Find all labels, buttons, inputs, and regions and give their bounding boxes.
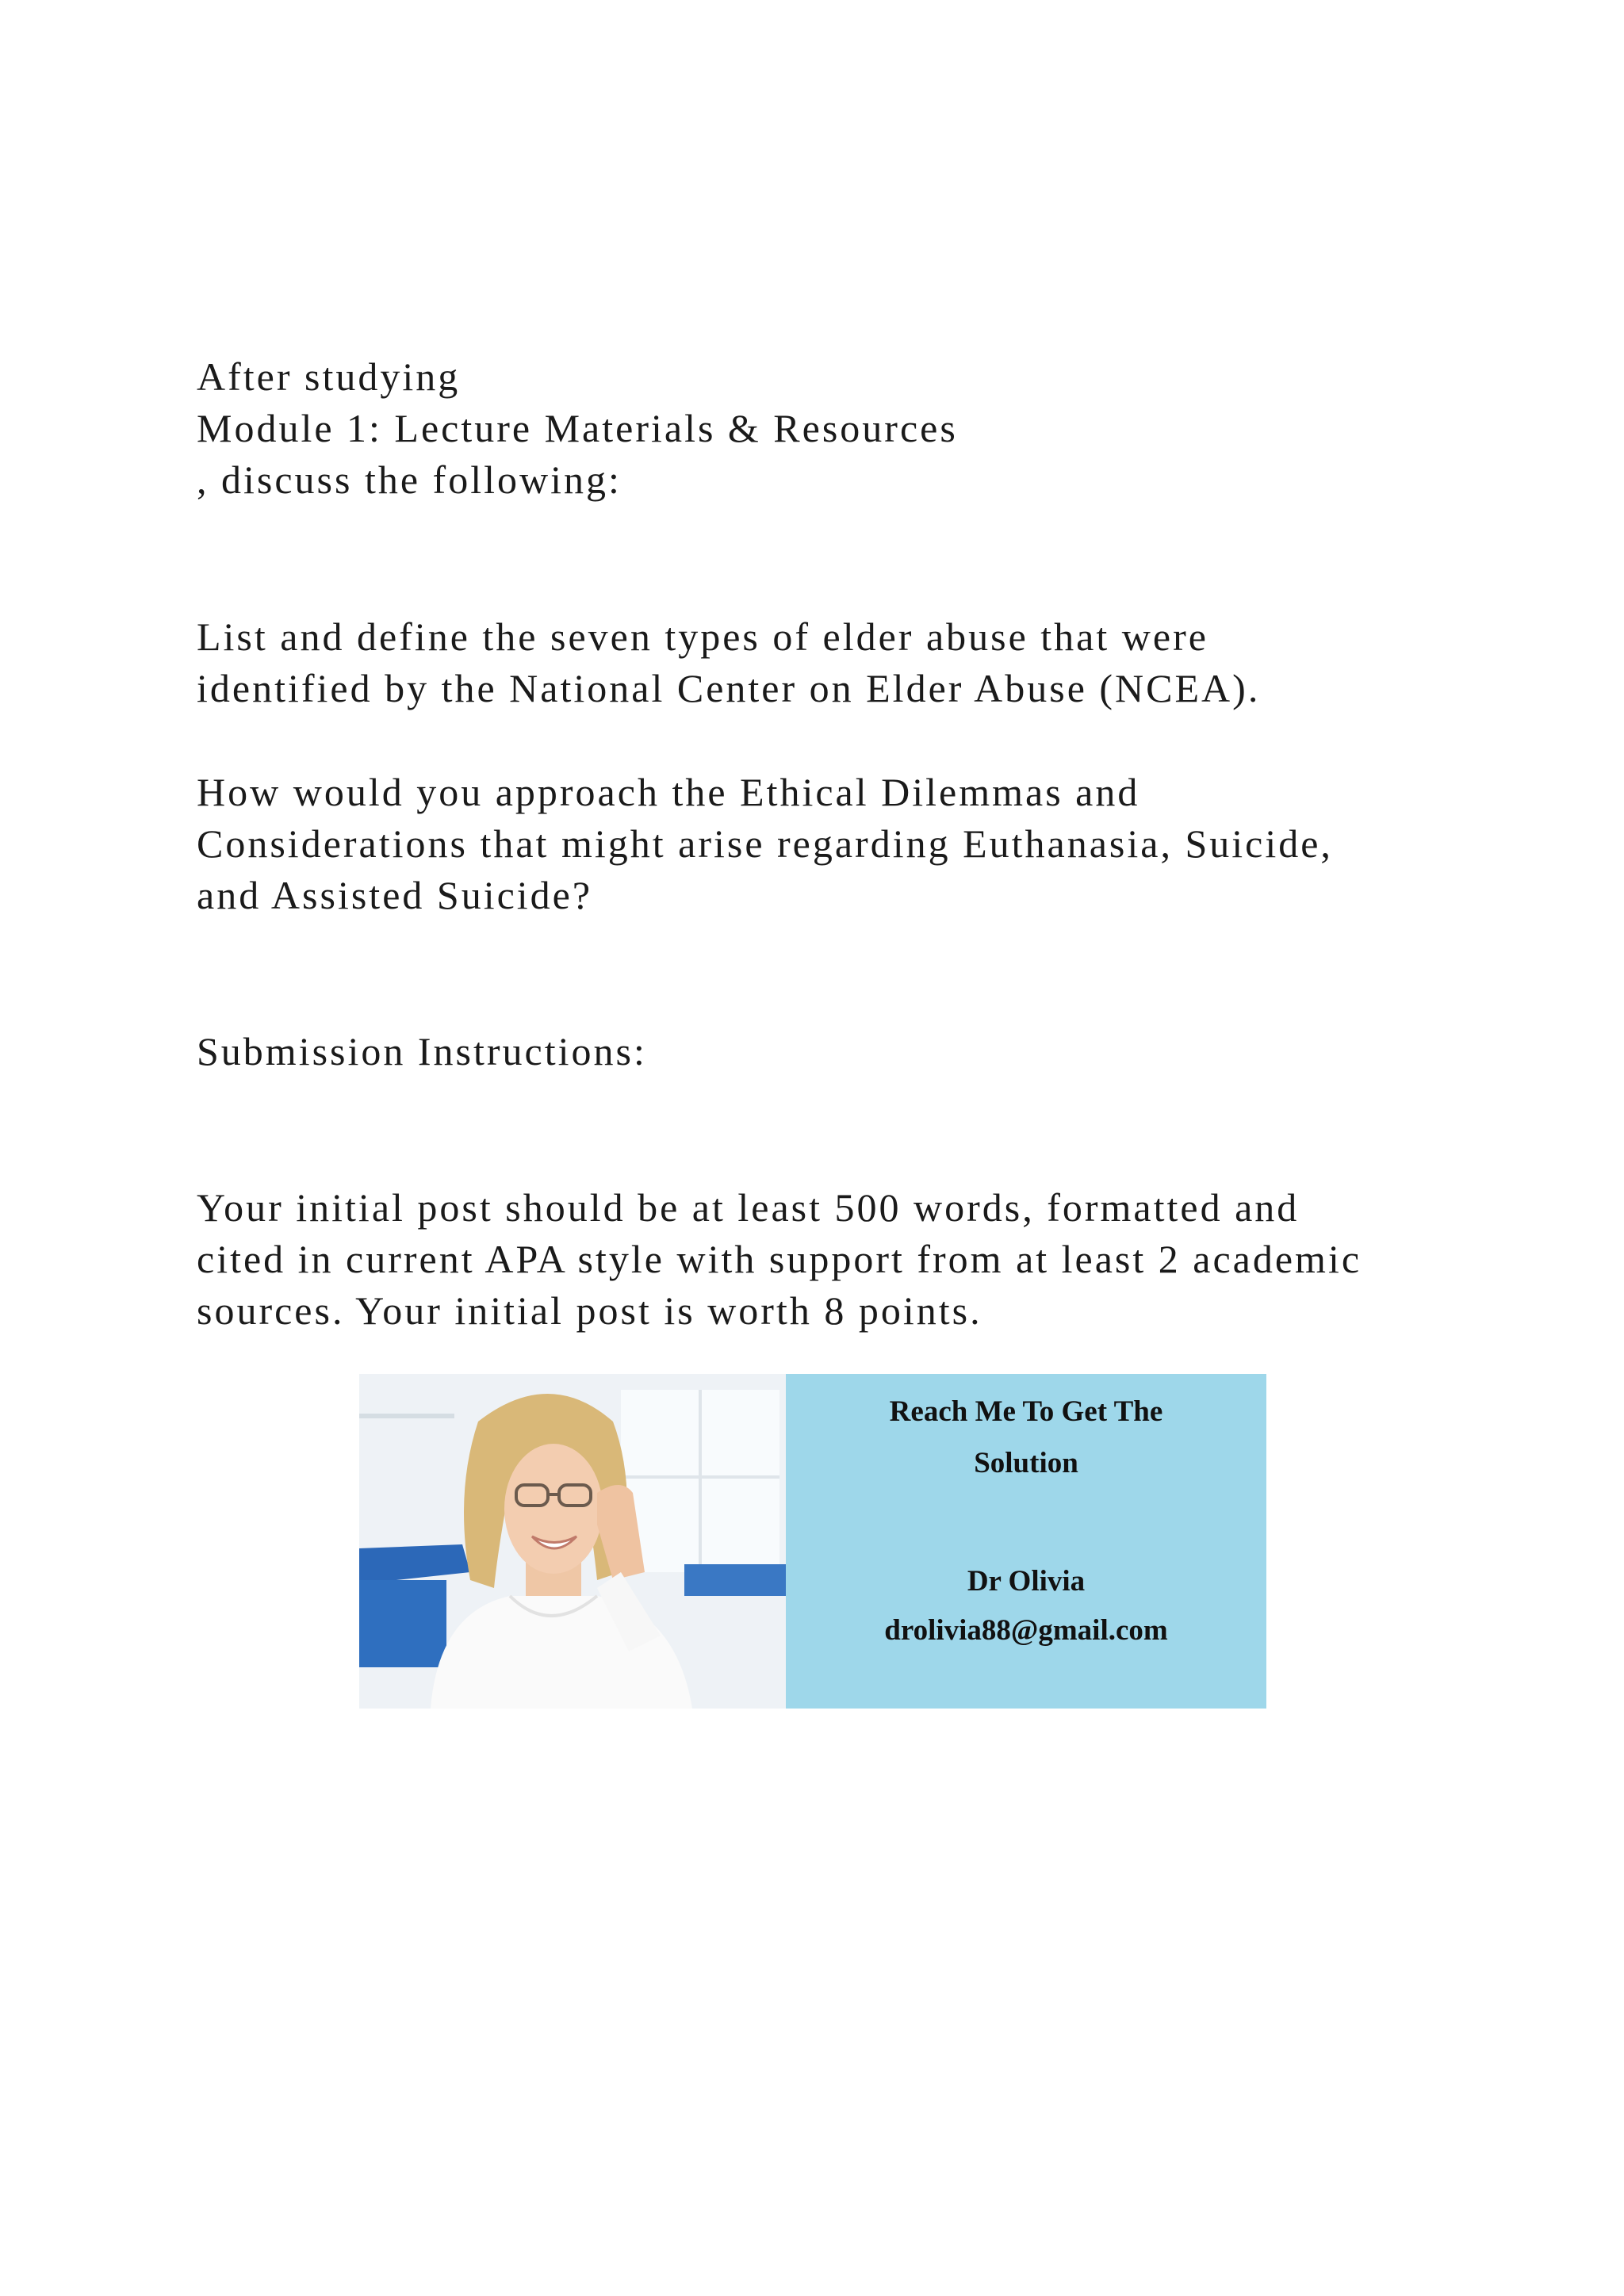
contact-panel xyxy=(786,1374,1266,1709)
text-line: Considerations that might arise regarding Euthanasia, Suicide, xyxy=(197,821,1333,866)
text-line: Module 1: Lecture Materials & Resources xyxy=(197,406,958,450)
text-line: , discuss the following: xyxy=(197,457,622,502)
contact-email: drolivia88@gmail.com xyxy=(884,1614,1168,1647)
text-line: After studying xyxy=(197,354,461,399)
text-line: identified by the National Center on Elder Abuse (NCEA). xyxy=(197,666,1261,710)
contact-name: Dr Olivia xyxy=(967,1565,1086,1598)
text-line: cited in current APA style with support from at least 2 academic xyxy=(197,1237,1362,1281)
ad-heading: Solution xyxy=(974,1447,1078,1479)
text-line: How would you approach the Ethical Dilemmas and xyxy=(197,770,1140,814)
text-line: sources. Your initial post is worth 8 points. xyxy=(197,1288,982,1333)
text-line: and Assisted Suicide? xyxy=(197,873,593,917)
section-heading: Submission Instructions: xyxy=(197,1029,647,1073)
text-line: Your initial post should be at least 500 words, formatted and xyxy=(197,1185,1300,1230)
text-line: List and define the seven types of elder abuse that were xyxy=(197,614,1208,659)
ad-banner xyxy=(359,1374,1266,1709)
ad-heading: Reach Me To Get The xyxy=(889,1395,1163,1428)
woman-photo xyxy=(359,1374,786,1709)
